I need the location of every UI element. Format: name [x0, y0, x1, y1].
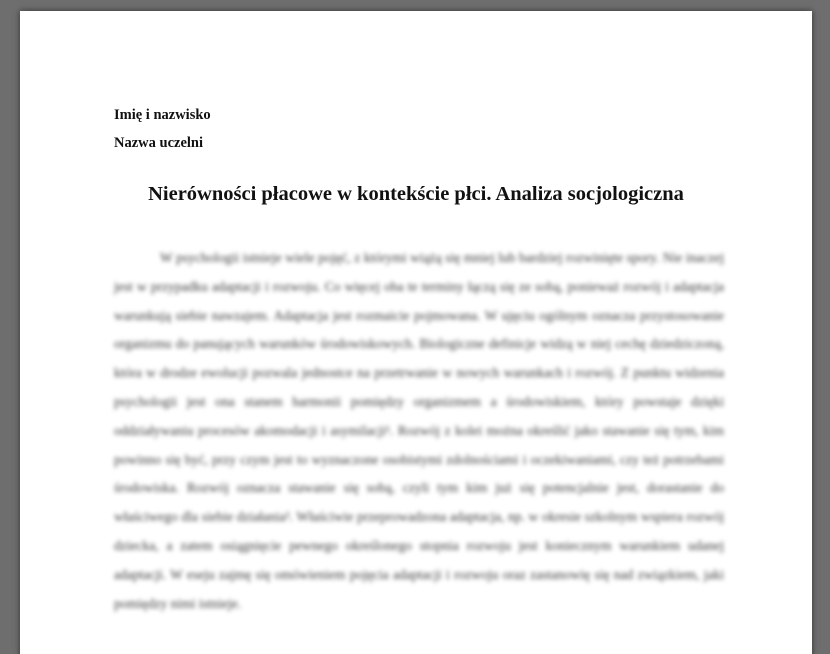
document-title: Nierówności płacowe w kontekście płci. Analiza socjologiczna: [148, 183, 684, 205]
document-page: [20, 11, 812, 654]
university-name: Nazwa uczelni: [114, 135, 203, 151]
body-paragraph: W psychologii istnieje wiele pojęć, z którymi wiążą się mniej lub bardziej rozwinięte spory. Nie inaczej jest w przypadku adaptacji i rozwoju. Co więcej oba te terminy łączą się ze sobą, ponieważ rozwój i adaptacja warunkują siebie nawzajem. Adaptacja jest rozmaicie pojmowana. W ujęciu ogólnym oznacza przystosowanie organizmu do panujących warunków środowiskowych. Biologiczne definicje widzą w niej cechę dziedziczoną, która w drodze ewolucji pozwala jednostce na przetrwanie w nowych warunkach i rozwój. Z punktu widzenia psychologii jest ona stanem harmonii pomiędzy organizmem a środowiskiem, który powstaje dzięki oddziaływaniu procesów akomodacji i asymilacji¹. Rozwój z kolei można określić jako stawanie się tym, kim powinno się być, przy czym jest to wyznaczone osobistymi zdolnościami i oczekiwaniami, czy też potrzebami środowiska. Rozwój oznacza stawanie się sobą, czyli tym kim już się potencjalnie jest, dorastanie do właściwego dla siebie działania². Właściwie przeprowadzona adaptacja, np. w okresie szkolnym wspiera rozwój dziecka, a zatem osiągnięcie pewnego określonego stopnia rozwoju jest koniecznym warunkiem udanej adaptacji. W eseju zajmę się omówieniem pojęcia adaptacji i rozwoju oraz zastanowię się nad związkiem, jaki pomiędzy nimi istnieje.: [114, 250, 724, 611]
author-name: Imię i nazwisko: [114, 107, 211, 123]
